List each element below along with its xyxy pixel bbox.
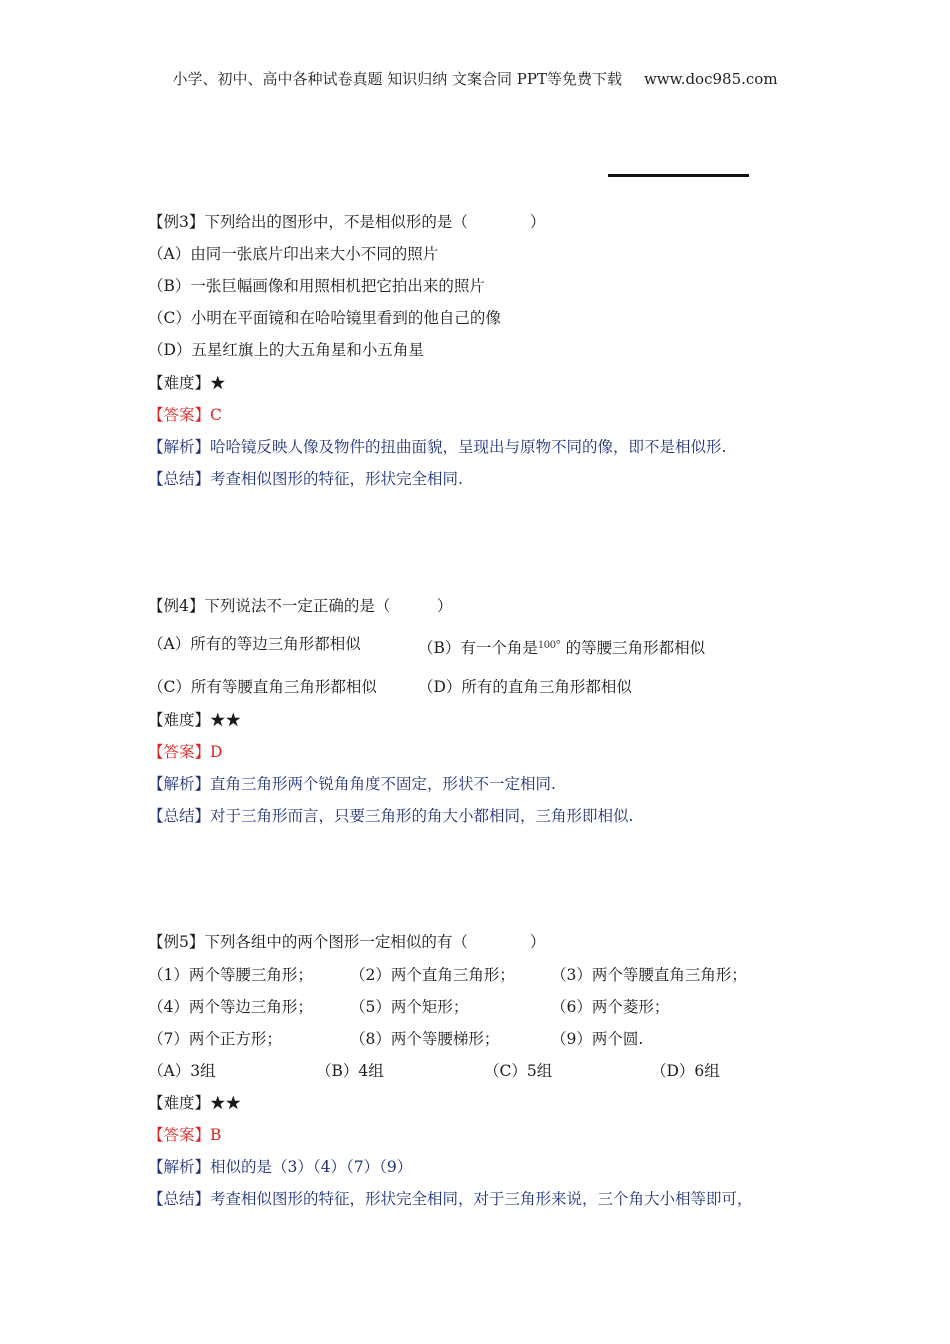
ex4-difficulty-stars: ★★ xyxy=(210,711,242,729)
ex3-analysis-label: 【解析】 xyxy=(148,438,211,456)
ex4-summary-text: 对于三角形而言，只要三角形的角大小都相同，三角形即相似. xyxy=(210,807,634,825)
page-header xyxy=(0,68,950,89)
ex5-question: 【例5】下列各组中的两个图形一定相似的有（ ） xyxy=(148,933,546,951)
ex3-answer-value: C xyxy=(210,406,222,424)
ex4-answer-label: 【答案】 xyxy=(148,743,211,761)
ex3-difficulty-label: 【难度】 xyxy=(148,374,211,392)
ex4-answer xyxy=(148,741,222,763)
ex5-answer xyxy=(148,1124,221,1146)
ex5-summary-label: 【总结】 xyxy=(148,1190,211,1208)
ex5-analysis-label: 【解析】 xyxy=(148,1158,211,1176)
ex3-answer xyxy=(148,404,222,426)
ex3-option-c: （C）小明在平面镜和在哈哈镜里看到的他自己的像 xyxy=(148,309,501,327)
ex5-item: （6）两个菱形； xyxy=(551,998,670,1016)
header-text: 小学、初中、高中各种试卷真题 知识归纳 文案合同 PPT等免费下载 xyxy=(172,70,622,88)
ex4-option-b-post: 的等腰三角形都相似 xyxy=(565,639,706,657)
ex4-difficulty xyxy=(148,709,241,731)
ex5-answer-value: B xyxy=(210,1126,222,1144)
ex3-analysis xyxy=(148,436,726,458)
ex5-item: （2）两个直角三角形； xyxy=(350,966,515,984)
ex5-option-c: （C）5组 xyxy=(484,1062,553,1080)
ex4-question: 【例4】下列说法不一定正确的是（ ） xyxy=(148,597,453,615)
header-site: www.doc985.com xyxy=(643,70,778,88)
ex3-summary xyxy=(148,468,463,490)
ex4-option-a: （A）所有的等边三角形都相似 xyxy=(148,635,361,653)
ex5-answer-label: 【答案】 xyxy=(148,1126,211,1144)
ex4-option-b-pre: （B）有一个角是 xyxy=(418,639,538,657)
ex5-item: （7）两个正方形； xyxy=(148,1030,282,1048)
ex5-item: （1）两个等腰三角形； xyxy=(148,966,313,984)
ex3-option-a: （A）由同一张底片印出来大小不同的照片 xyxy=(148,245,439,263)
ex3-question: 【例3】下列给出的图形中，不是相似形的是（ ） xyxy=(148,213,546,231)
ex5-item: （3）两个等腰直角三角形； xyxy=(551,966,747,984)
ex5-difficulty xyxy=(148,1092,241,1114)
ex4-summary-label: 【总结】 xyxy=(148,807,211,825)
ex3-summary-text: 考查相似图形的特征，形状完全相同. xyxy=(210,470,463,488)
ex5-difficulty-label: 【难度】 xyxy=(148,1094,211,1112)
ex3-option-b: （B）一张巨幅画像和用照相机把它拍出来的照片 xyxy=(148,277,485,295)
ex3-summary-label: 【总结】 xyxy=(148,470,211,488)
ex5-option-b: （B）4组 xyxy=(316,1062,384,1080)
ex5-option-a: （A）3组 xyxy=(148,1062,216,1080)
decorative-rule xyxy=(608,174,749,177)
ex5-summary xyxy=(148,1188,753,1210)
ex5-item: （9）两个圆. xyxy=(551,1030,644,1048)
ex4-analysis-text: 直角三角形两个锐角角度不固定，形状不一定相同. xyxy=(210,775,556,793)
ex5-difficulty-stars: ★★ xyxy=(210,1094,242,1112)
ex5-item: （8）两个等腰梯形； xyxy=(350,1030,500,1048)
ex4-summary xyxy=(148,805,633,827)
ex5-analysis xyxy=(148,1156,412,1178)
ex5-option-d: （D）6组 xyxy=(651,1062,720,1080)
ex4-option-b-degree: 100° xyxy=(537,637,561,651)
ex5-item: （4）两个等边三角形； xyxy=(148,998,313,1016)
ex5-analysis-text: 相似的是（3）（4）（7）（9） xyxy=(210,1158,413,1176)
ex4-option-d: （D）所有的直角三角形都相似 xyxy=(418,678,632,696)
ex3-difficulty xyxy=(148,372,226,394)
ex4-option-b xyxy=(418,633,705,659)
ex5-summary-text: 考查相似图形的特征，形状完全相同，对于三角形来说，三个角大小相等即可， xyxy=(210,1190,753,1208)
ex4-option-c: （C）所有等腰直角三角形都相似 xyxy=(148,678,377,696)
ex4-difficulty-label: 【难度】 xyxy=(148,711,211,729)
ex3-option-d: （D）五星红旗上的大五角星和小五角星 xyxy=(148,341,424,359)
ex5-item: （5）两个矩形； xyxy=(350,998,469,1016)
ex4-analysis-label: 【解析】 xyxy=(148,775,211,793)
ex3-answer-label: 【答案】 xyxy=(148,406,211,424)
ex4-analysis xyxy=(148,773,556,795)
ex3-difficulty-stars: ★ xyxy=(210,374,226,392)
ex4-answer-value: D xyxy=(210,743,223,761)
ex3-analysis-text: 哈哈镜反映人像及物件的扭曲面貌，呈现出与原物不同的像，即不是相似形. xyxy=(210,438,727,456)
